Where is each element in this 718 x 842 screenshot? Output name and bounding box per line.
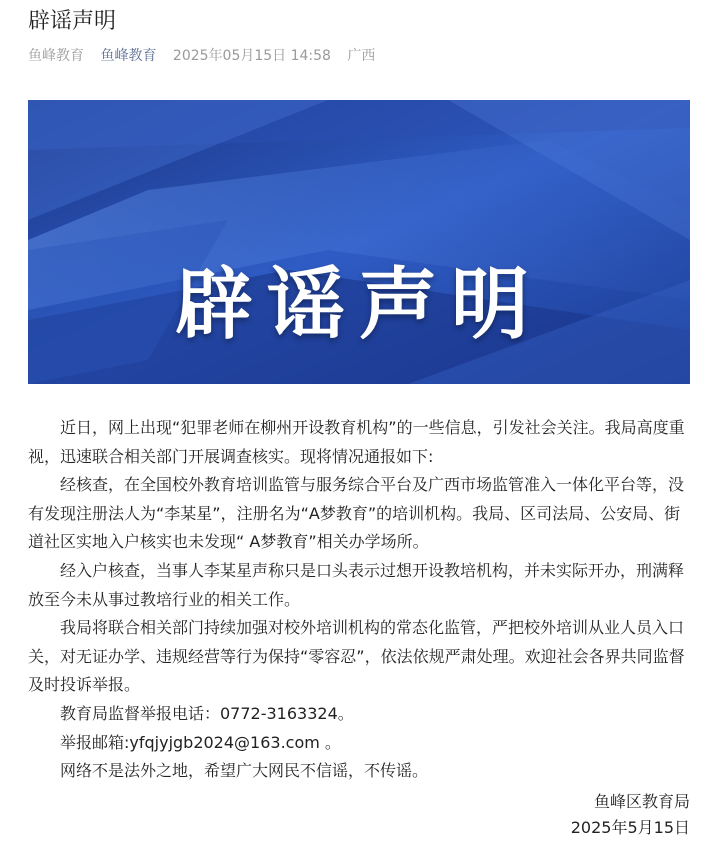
paragraph-supervision: 我局将联合相关部门持续加强对校外培训机构的常态化监管，严把校外培训从业人员入口关，对无证办学、违规经营等行为保持“零容忍”，依法依规严肃处理。欢迎社会各界共同监督及时投诉举报。 — [28, 618, 685, 695]
paragraph-intro: 近日，网上出现“犯罪老师在柳州开设教育机构”的一些信息，引发社会关注。我局高度重视，迅速联合相关部门开展调查核实。现将情况通报如下: — [28, 418, 685, 466]
banner-image — [28, 100, 690, 384]
article-title: 辟谣声明 — [28, 9, 117, 34]
paragraph-verification: 经核查，在全国校外教育培训监管与服务综合平台及广西市场监管准入一体化平台等，没有发现注册法人为“李某星”，注册名为“A梦教育”的培训机构。我局、区司法局、公安局、街道社区实地入户核实也未发现“ A梦教育”相关办学场所。 — [28, 475, 685, 552]
paragraph-email: 举报邮箱:yfqjyjgb2024@163.com 。 — [60, 732, 341, 752]
banner-title: 辟谣声明 — [174, 259, 543, 350]
publish-datetime: 2025年05月15日 14:58 — [172, 48, 331, 64]
publish-location: 广西 — [347, 48, 376, 64]
signature-date: 2025年5月15日 — [570, 818, 690, 837]
author-link[interactable]: 鱼峰教育 — [100, 48, 157, 64]
article-body — [28, 414, 690, 786]
paragraph-home-visit: 经入户核查，当事人李某星声称只是口头表示过想开设教培机构，并未实际开办，刑满释放至今未从事过教培行业的相关工作。 — [28, 560, 685, 609]
signature-org: 鱼峰区教育局 — [593, 792, 690, 811]
account-name: 鱼峰教育 — [28, 48, 84, 64]
signature-block — [571, 789, 690, 841]
paragraph-phone: 教育局监督举报电话：0772-3163324。 — [60, 703, 354, 723]
paragraph-closing: 网络不是法外之地，希望广大网民不信谣，不传谣。 — [60, 761, 429, 781]
article-meta — [28, 46, 387, 66]
